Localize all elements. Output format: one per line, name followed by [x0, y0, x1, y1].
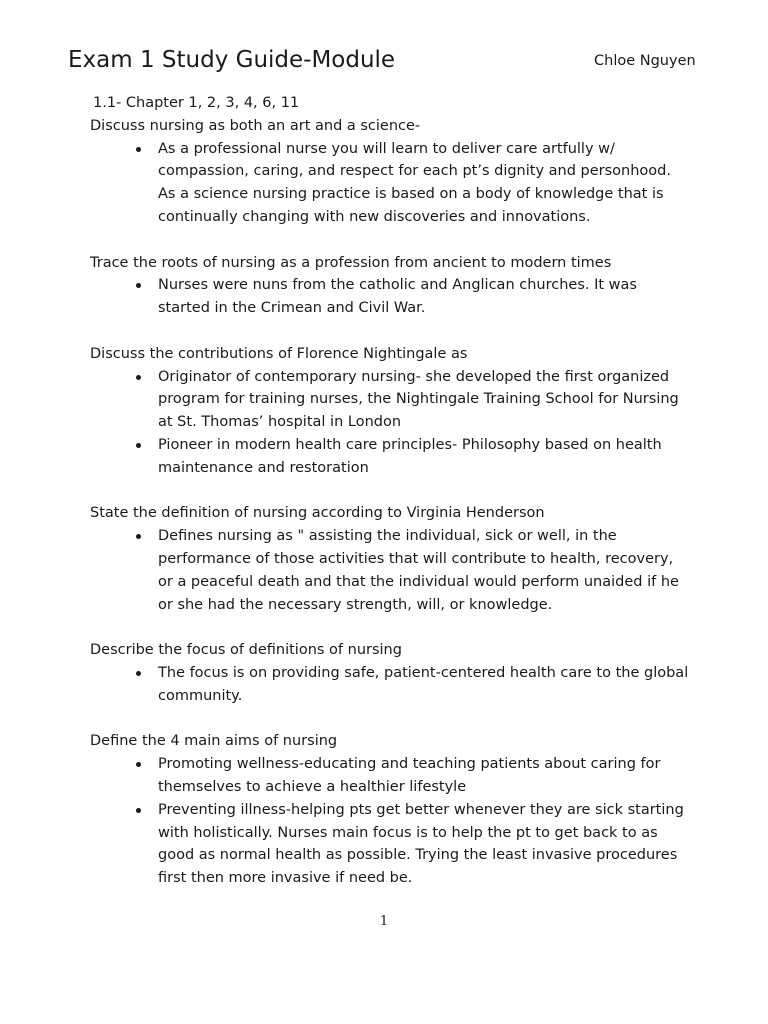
- bullet-item: As a professional nurse you will learn to deliver care artfully w/ compassion, caring, and respect for each pt’s dignity and personhood. As a science nursing practice is based on a body of knowledge that is continually changing with new discoveries and innovations.: [90, 138, 690, 229]
- study-section: [90, 730, 690, 890]
- bullet-list: [90, 525, 690, 616]
- document-title: Exam 1 Study Guide-Module: [68, 47, 396, 73]
- study-section: [90, 639, 690, 707]
- bullet-list: [90, 138, 690, 229]
- bullet-item: Promoting wellness-educating and teaching patients about caring for themselves to achieve a healthier lifestyle: [90, 753, 690, 799]
- study-section: [90, 343, 690, 480]
- bullet-item: Originator of contemporary nursing- she developed the first organized program for training nurses, the Nightingale Training School for Nursing at St. Thomas’ hospital in London: [90, 366, 690, 434]
- bullet-list: [90, 274, 690, 320]
- section-prompt: Discuss the contributions of Florence Nightingale as: [90, 345, 468, 362]
- study-section: [90, 252, 690, 320]
- bullet-item: Nurses were nuns from the catholic and Anglican churches. It was started in the Crimean and Civil War.: [90, 274, 690, 320]
- bullet-list: [90, 366, 690, 480]
- sections-container: [90, 115, 690, 890]
- bullet-item: The focus is on providing safe, patient-centered health care to the global community.: [90, 662, 690, 708]
- bullet-list: [90, 662, 690, 708]
- section-prompt: State the definition of nursing according to Virginia Henderson: [90, 505, 545, 522]
- section-prompt: Describe the focus of definitions of nursing: [90, 642, 402, 659]
- chapter-line: 1.1- Chapter 1, 2, 3, 4, 6, 11: [93, 95, 300, 111]
- section-prompt: Discuss nursing as both an art and a science-: [90, 117, 421, 134]
- bullet-item: Pioneer in modern health care principles- Philosophy based on health maintenance and restoration: [90, 434, 690, 480]
- section-prompt: Define the 4 main aims of nursing: [90, 733, 338, 750]
- bullet-list: [90, 753, 690, 890]
- page-number: 1: [379, 914, 389, 929]
- document-body: [90, 92, 690, 890]
- study-section: [90, 502, 690, 616]
- section-prompt: Trace the roots of nursing as a profession from ancient to modern times: [90, 254, 612, 271]
- bullet-item: Defines nursing as " assisting the individual, sick or well, in the performance of those activities that will contribute to health, recovery, or a peaceful death and that the individual would perform unaided if he or she had the necessary strength, will, or knowledge.: [90, 525, 690, 616]
- bullet-item: Preventing illness-helping pts get better whenever they are sick starting with holistically. Nurses main focus is to help the pt to get back to as good as normal health as possible. Trying the least invasive procedures first then more invasive if need be.: [90, 799, 690, 890]
- author-name: Chloe Nguyen: [594, 53, 696, 69]
- study-section: [90, 115, 690, 229]
